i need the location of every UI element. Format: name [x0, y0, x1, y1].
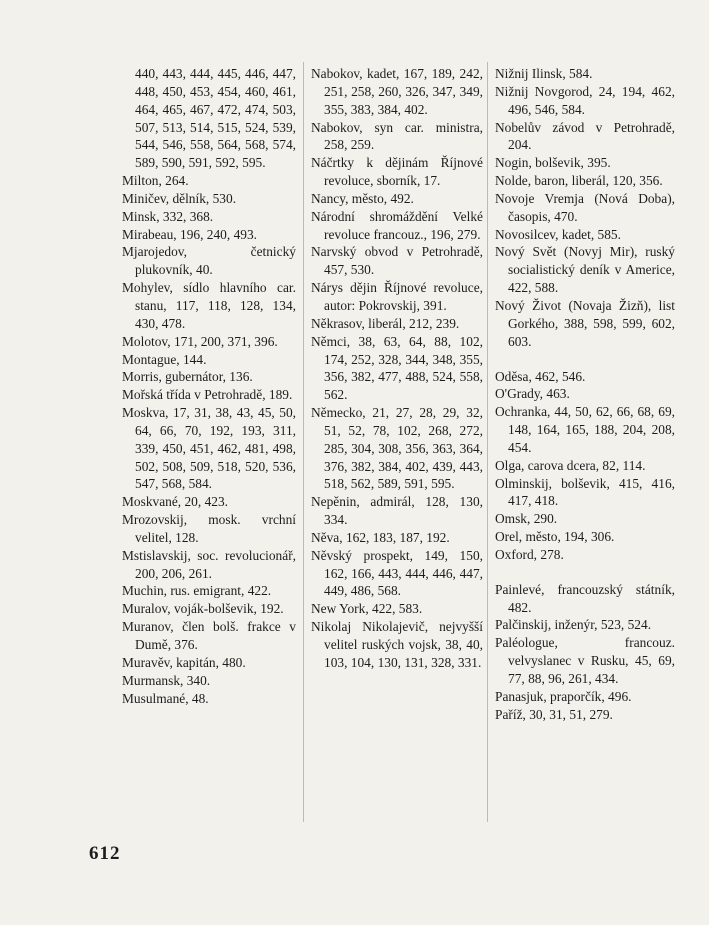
- index-entry: Nový Život (Novaja Žizň), list Gorkého, 388, 598, 599, 602, 603.: [495, 297, 675, 349]
- index-entry: Někrasov, liberál, 212, 239.: [311, 315, 460, 331]
- index-entry: Montague, 144.: [122, 351, 207, 367]
- index-entry: Olga, carova dcera, 82, 114.: [495, 457, 646, 473]
- column-divider-right: [487, 62, 488, 822]
- index-entry: New York, 422, 583.: [311, 601, 423, 617]
- entry-list-o: [495, 368, 675, 564]
- index-entry: Olminskij, bolševik, 415, 416, 417, 418.: [495, 475, 675, 509]
- continued-entry: 440, 443, 444, 445, 446, 447, 448, 450, 453, 454, 460, 461, 464, 465, 467, 472, 474, 503, 507, 513, 514, 515, 524, 539, 544, 546, 558, 564, 568, 574, 589, 590, 591, 592, 595.: [135, 66, 296, 171]
- index-entry: Moskvané, 20, 423.: [122, 494, 229, 510]
- index-entry: Nabokov, kadet, 167, 189, 242, 251, 258, 260, 326, 347, 349, 355, 383, 384, 402.: [311, 66, 483, 117]
- entry-list-p: [495, 581, 675, 724]
- index-column-1: [122, 65, 296, 707]
- index-entry: Musulmané, 48.: [122, 690, 209, 706]
- index-column-3: [495, 65, 675, 724]
- index-entry: O'Grady, 463.: [495, 386, 570, 402]
- index-entry: Německo, 21, 27, 28, 29, 32, 51, 52, 78, 102, 268, 272, 285, 304, 308, 356, 363, 364, 376, 382, 384, 402, 439, 443, 518, 562, 589, 591, 595.: [311, 405, 483, 492]
- index-entry: Morris, gubernátor, 136.: [122, 369, 253, 385]
- index-entry: Muralov, voják-bolševik, 192.: [122, 601, 284, 617]
- index-entry: Novoje Vremja (Nová Doba), časopis, 470.: [495, 190, 675, 224]
- index-entry: Nikolaj Nikolajevič, nejvyšší velitel ruských vojsk, 38, 40, 103, 104, 130, 131, 328, 331.: [311, 619, 483, 670]
- index-entry: Palčinskij, inženýr, 523, 524.: [495, 617, 652, 633]
- index-entry: Mirabeau, 196, 240, 493.: [122, 226, 257, 242]
- index-entry: Paléologue, francouz. velvyslanec v Rusku, 45, 69, 77, 88, 96, 261, 434.: [495, 635, 675, 686]
- index-entry: Nepěnin, admirál, 128, 130, 334.: [311, 494, 483, 528]
- index-entry: Muravěv, kapitán, 480.: [122, 654, 246, 670]
- index-entry: Nový Svět (Novyj Mir), ruský socialistický deník v Americe, 422, 588.: [495, 244, 675, 296]
- index-entry: Oxford, 278.: [495, 546, 564, 562]
- index-entry: Novosilcev, kadet, 585.: [495, 226, 621, 242]
- index-entry: Mořská třída v Petrohradě, 189.: [122, 387, 293, 403]
- index-column-2: [311, 65, 483, 672]
- index-entry: Molotov, 171, 200, 371, 396.: [122, 333, 278, 349]
- index-entry: Nárys dějin Říjnové revoluce, autor: Pokrovskij, 391.: [311, 280, 483, 313]
- index-entry: Mohylev, sídlo hlavního car. stanu, 117, 118, 128, 134, 430, 478.: [122, 280, 296, 331]
- index-entry: Milton, 264.: [122, 173, 189, 189]
- index-entry: Oděsa, 462, 546.: [495, 368, 586, 384]
- section-gap: [495, 351, 675, 368]
- index-entry: Nobelův závod v Petrohradě, 204.: [495, 119, 675, 153]
- index-entry: Muranov, člen bolš. frakce v Dumě, 376.: [122, 619, 296, 652]
- index-entry: Nogin, bolševik, 395.: [495, 155, 611, 171]
- page-number: 612: [89, 843, 121, 864]
- entry-list-m: [122, 172, 296, 707]
- section-gap: [495, 564, 675, 581]
- index-entry: Němci, 38, 63, 64, 88, 102, 174, 252, 328, 344, 348, 355, 356, 382, 477, 488, 524, 558, 562.: [311, 333, 483, 403]
- index-entry: Moskva, 17, 31, 38, 43, 45, 50, 64, 66, 70, 192, 193, 311, 339, 450, 451, 462, 481, 498, 502, 508, 509, 518, 520, 536, 547, 568, 584.: [122, 405, 296, 492]
- index-entry: Mstislavskij, soc. revolucionář, 200, 206, 261.: [122, 547, 296, 581]
- entry-list-n-continued: [495, 65, 675, 351]
- index-entry: Nancy, město, 492.: [311, 190, 414, 206]
- index-entry: Painlevé, francouzský státník, 482.: [495, 581, 675, 615]
- index-entry: Omsk, 290.: [495, 511, 558, 527]
- index-entry: Nižnij Novgorod, 24, 194, 462, 496, 546, 584.: [495, 83, 675, 117]
- index-entry: Mrozovskij, mosk. vrchní velitel, 128.: [122, 512, 296, 545]
- index-entry: Nižnij Ilinsk, 584.: [495, 66, 593, 81]
- index-entry: Mjarojedov, četnický plukovník, 40.: [122, 244, 296, 278]
- index-entry: Minsk, 332, 368.: [122, 208, 214, 224]
- index-entry: Nolde, baron, liberál, 120, 356.: [495, 173, 663, 189]
- index-entry: Náčrtky k dějinám Říjnové revoluce, sborník, 17.: [311, 155, 483, 189]
- index-entry: Murmansk, 340.: [122, 672, 211, 688]
- index-entry: Něvský prospekt, 149, 150, 162, 166, 443, 444, 446, 447, 449, 486, 568.: [311, 547, 483, 599]
- index-entry: Paříž, 30, 31, 51, 279.: [495, 706, 613, 722]
- index-entry: Nabokov, syn car. ministra, 258, 259.: [311, 119, 483, 153]
- index-entry: Panasjuk, praporčík, 496.: [495, 688, 632, 704]
- index-entry: Muchin, rus. emigrant, 422.: [122, 583, 272, 599]
- index-entry: Narvský obvod v Petrohradě, 457, 530.: [311, 244, 483, 278]
- index-entry: Něva, 162, 183, 187, 192.: [311, 529, 450, 545]
- index-entry: Miničev, dělník, 530.: [122, 190, 237, 206]
- entry-list-n: [311, 65, 483, 672]
- index-entry: Ochranka, 44, 50, 62, 66, 68, 69, 148, 164, 165, 188, 204, 208, 454.: [495, 404, 675, 455]
- index-entry: Orel, město, 194, 306.: [495, 529, 615, 545]
- column-divider-left: [303, 62, 304, 822]
- index-entry: Národní shromáždění Velké revoluce francouz., 196, 279.: [311, 208, 483, 242]
